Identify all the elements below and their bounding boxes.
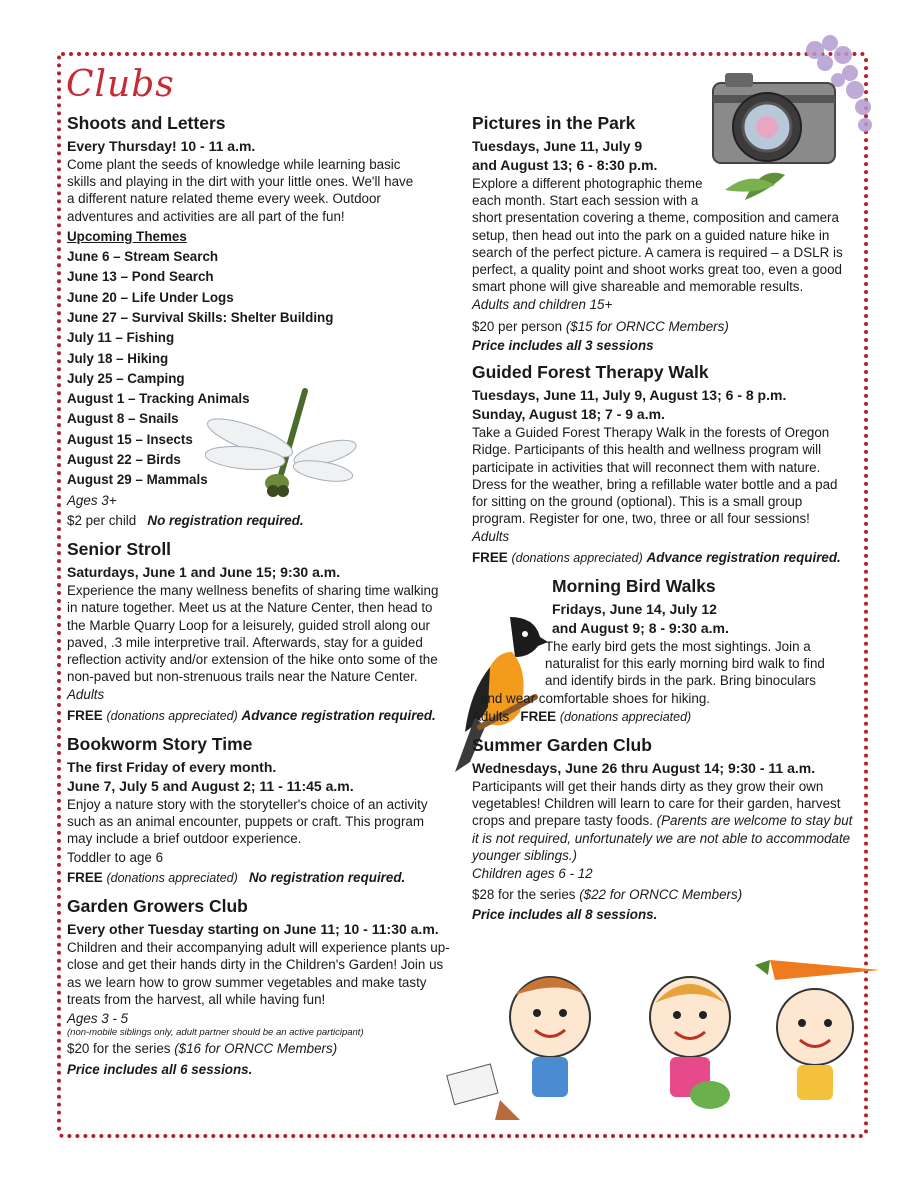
- registration-note: No registration required.: [248, 869, 406, 885]
- list-item: June 13 – Pond Search: [67, 269, 214, 285]
- section-heading: Shoots and Letters: [67, 113, 226, 133]
- section-heading: Bookworm Story Time: [67, 734, 253, 755]
- description: Children and their accompanying adult will experience plants up-close and get their hands dirty in the Children's Garden! Join us as we learn how to grow summer vegetables and make tasty treats from the harvest, all while having fun!: [67, 940, 450, 1007]
- schedule: The first Friday of every month.: [67, 759, 277, 776]
- registration-note: Advance registration required.: [241, 707, 436, 723]
- description: [472, 778, 854, 864]
- price-line: [472, 318, 854, 335]
- description-line: and identify birds in the park. Bring binoculars: [545, 673, 816, 689]
- list-item: July 11 – Fishing: [67, 330, 175, 346]
- free-label: FREE: [67, 707, 103, 723]
- senior-stroll-section: [67, 539, 452, 726]
- ages: Adults and children 15+: [472, 297, 613, 313]
- description: Experience the many wellness benefits of sharing time walking in nature together. Meet us at the Nature Center, then head to the Marble Quarry Loop for a leisurely, guided stroll along our paved, .3 mile interpretive trail. Afterwards, stay for a guided reflection activity and/or extension of the hike onto some of the non-paved but non-strenuous trails near the Nature Center.: [67, 583, 439, 685]
- description-line: and wear comfortable shoes for hiking.: [480, 690, 710, 706]
- schedule: Tuesdays, June 11, July 9: [472, 138, 643, 154]
- ages: Toddler to age 6: [67, 849, 164, 865]
- list-item: August 15 – Insects: [67, 431, 193, 447]
- bookworm-story-time-section: [67, 734, 452, 888]
- price: $2 per child: [67, 512, 137, 528]
- description-text: Participants will get their hands dirty as they grow their own vegetables! Children will learn to care for their garden, harvest crops and prepare tasty foods.: [472, 779, 841, 829]
- shoots-and-letters-section: [67, 113, 452, 531]
- parent-note: (Parents are welcome to stay but it is not required, unfortunately we are not able to accommodate younger siblings.): [472, 813, 853, 863]
- registration-note: No registration required.: [147, 512, 304, 528]
- ages: Children ages 6 - 12: [472, 866, 593, 882]
- garden-growers-club-section: [67, 896, 452, 1080]
- morning-bird-walks-section: [472, 576, 854, 727]
- price-line: [472, 548, 854, 568]
- ages: Ages 3+: [67, 492, 117, 508]
- schedule-dates: Sunday, August 18; 7 - 9 a.m.: [472, 406, 665, 423]
- free-label: FREE: [67, 869, 103, 885]
- list-item: July 25 – Camping: [67, 370, 185, 386]
- section-heading: Senior Stroll: [67, 539, 172, 560]
- schedule-dates: and August 9; 8 - 9:30 a.m.: [552, 619, 729, 636]
- description-line: Explore a different photographic theme: [472, 176, 703, 191]
- section-heading: Garden Growers Club: [67, 896, 248, 917]
- price-line: [67, 868, 452, 888]
- ages: Adults: [472, 708, 510, 724]
- left-column: [67, 113, 452, 1088]
- price-line: [67, 511, 452, 531]
- description: Come plant the seeds of knowledge while learning basic skills and playing in the dirt with your little ones. We'll have a different nature related theme every week. Outdoor adventures and activities are all part of the fun!: [67, 157, 414, 224]
- schedule-dates: June 7, July 5 and August 2; 11 - 11:45 a.m.: [67, 778, 354, 795]
- description-line: naturalist for this early morning bird walk to find: [545, 656, 825, 672]
- free-label: FREE: [520, 708, 557, 724]
- schedule: Wednesdays, June 26 thru August 14; 9:30 - 11 a.m.: [472, 760, 816, 777]
- list-item: July 18 – Hiking: [67, 350, 169, 366]
- description: Enjoy a nature story with the storyteller's choice of an activity such as an animal encounter, puppets or craft. This program may include a brief outdoor experience.: [67, 797, 428, 847]
- price: $28 for the series: [472, 887, 576, 903]
- themes-list: [67, 227, 452, 491]
- free-label: FREE: [472, 549, 508, 565]
- schedule: Every other Tuesday starting on June 11; 10 - 11:30 a.m.: [67, 921, 439, 938]
- list-item: June 20 – Life Under Logs: [67, 289, 234, 305]
- description-line: each month. Start each session with a: [472, 193, 699, 209]
- right-column: [472, 113, 854, 931]
- section-heading: Morning Bird Walks: [552, 575, 716, 596]
- description: short presentation covering a theme, composition and camera setup, then head out into the park on a guided nature hike in search of the perfect picture. A camera is required – a DSLR is perfect, a quality point and shoot works great too, even a good smart phone will give shareable and memorable results.: [472, 210, 843, 295]
- price-line: [472, 886, 854, 903]
- pictures-in-the-park-section: [472, 113, 854, 354]
- description: Take a Guided Forest Therapy Walk in the forests of Oregon Ridge. Participants of this health and wellness program will participate in activities that will reconnect them with nature. Dress for the weather, bring a refillable water bottle and a pad for sitting on the ground (optional). This is a small group program. Register for one, two, three or all four sessions!: [472, 425, 838, 527]
- ages-note: (non-mobile siblings only, adult partner should be an active participant): [67, 1027, 364, 1039]
- member-price: ($16 for ORNCC Members): [174, 1041, 338, 1057]
- description-line: The early bird gets the most sightings. Join a: [545, 638, 811, 654]
- price: $20 for the series: [67, 1041, 171, 1057]
- list-item: August 8 – Snails: [67, 411, 179, 427]
- price-line: [67, 1039, 452, 1059]
- themes-heading: Upcoming Themes: [67, 228, 187, 244]
- kids-gardening-illustration: [440, 955, 880, 1125]
- section-heading: Summer Garden Club: [472, 735, 652, 756]
- page-title: Clubs: [66, 64, 175, 105]
- donations-note: (donations appreciated): [106, 870, 238, 885]
- list-item: August 22 – Birds: [67, 452, 181, 468]
- ages: Ages 3 - 5: [67, 1011, 129, 1027]
- ages: Adults: [67, 687, 105, 703]
- list-item: August 1 – Tracking Animals: [67, 391, 250, 407]
- donations-note: (donations appreciated): [511, 550, 643, 565]
- member-price: ($22 for ORNCC Members): [579, 887, 743, 903]
- list-item: June 6 – Stream Search: [67, 249, 219, 265]
- schedule: Fridays, June 14, July 12: [552, 600, 717, 617]
- list-item: June 27 – Survival Skills: Shelter Building: [67, 310, 334, 325]
- schedule: Saturdays, June 1 and June 15; 9:30 a.m.: [67, 564, 341, 581]
- guided-forest-therapy-walk-section: [472, 362, 854, 568]
- section-heading: Pictures in the Park: [472, 113, 636, 133]
- price: $20 per person: [472, 318, 563, 334]
- includes-note: Price includes all 3 sessions: [472, 337, 654, 353]
- schedule: Every Thursday! 10 - 11 a.m.: [67, 138, 256, 154]
- schedule: Tuesdays, June 11, July 9, August 13; 6 - 8 p.m.: [472, 387, 787, 404]
- ages: Adults: [472, 529, 510, 545]
- price-line: [67, 706, 452, 726]
- registration-note: Advance registration required.: [646, 549, 841, 565]
- summer-garden-club-section: [472, 735, 854, 923]
- section-heading: Guided Forest Therapy Walk: [472, 362, 709, 383]
- donations-note: (donations appreciated): [106, 708, 238, 723]
- includes-note: Price includes all 6 sessions.: [67, 1061, 253, 1077]
- list-item: August 29 – Mammals: [67, 472, 208, 488]
- price-line: [472, 707, 854, 727]
- member-price: ($15 for ORNCC Members): [565, 318, 729, 334]
- schedule-dates: and August 13; 6 - 8:30 p.m.: [472, 157, 658, 173]
- donations-note: (donations appreciated): [559, 709, 692, 724]
- includes-note: Price includes all 8 sessions.: [472, 906, 658, 922]
